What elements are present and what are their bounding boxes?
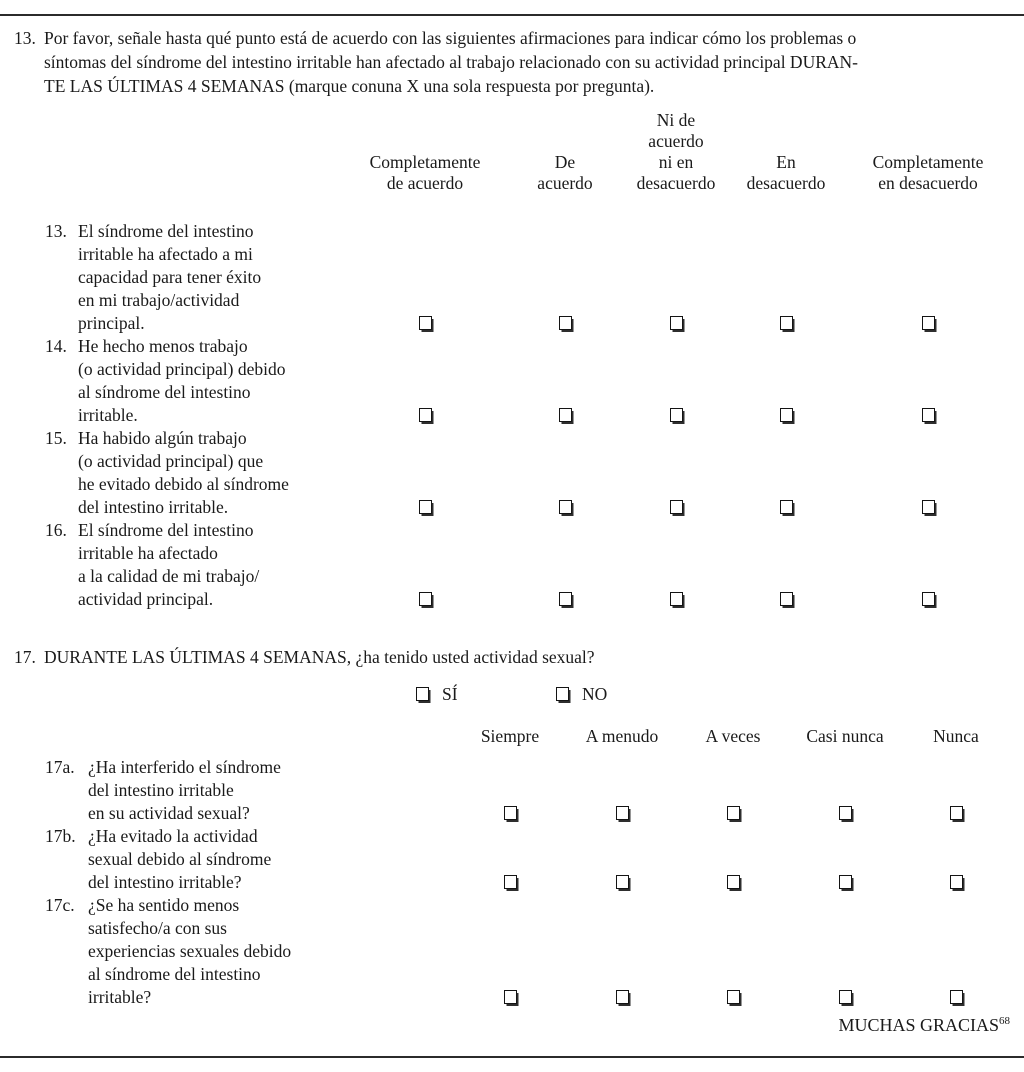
- checkbox-13-completamente-en-desacuerdo[interactable]: [922, 316, 935, 330]
- checkbox-15-ni-acuerdo-ni-desacuerdo[interactable]: [670, 500, 683, 514]
- checkbox-17a-nunca[interactable]: [950, 806, 963, 820]
- item-row-15: [0, 427, 1024, 519]
- item-14-number: 14.: [45, 336, 67, 356]
- q13-scale-header-row: [0, 110, 1024, 194]
- q13-scale-header-de-acuerdo: De acuerdo: [537, 152, 593, 193]
- item-17a-text: ¿Ha interferido el síndrome del intestino irritable en su actividad sexual?: [88, 757, 281, 823]
- yes-label: SÍ: [442, 684, 458, 704]
- checkbox-17a-casi-nunca[interactable]: [839, 806, 852, 820]
- item-row-17a: [0, 756, 1024, 825]
- no-checkbox[interactable]: [556, 687, 569, 701]
- checkbox-15-completamente-en-desacuerdo[interactable]: [922, 500, 935, 514]
- checkbox-17b-a-menudo[interactable]: [616, 875, 629, 889]
- page: [0, 14, 1024, 1072]
- checkbox-16-en-desacuerdo[interactable]: [780, 592, 793, 606]
- item-16-label: [0, 519, 356, 611]
- checkbox-16-completamente-de-acuerdo[interactable]: [419, 592, 432, 606]
- q17-yes-option: [416, 684, 458, 704]
- checkbox-16-de-acuerdo[interactable]: [559, 592, 572, 606]
- item-row-17c: [0, 894, 1024, 1009]
- item-17b-label: [0, 825, 454, 894]
- checkbox-15-completamente-de-acuerdo[interactable]: [419, 500, 432, 514]
- checkbox-14-completamente-en-desacuerdo[interactable]: [922, 408, 935, 422]
- q17-scale-header-nunca: Nunca: [933, 726, 979, 746]
- checkbox-17c-casi-nunca[interactable]: [839, 990, 852, 1004]
- item-17b-text: ¿Ha evitado la actividad sexual debido al síndrome del intestino irritable?: [88, 826, 272, 892]
- q17-no-option: [556, 684, 607, 704]
- q13-intro: [0, 26, 1024, 98]
- item-row-17b: [0, 825, 1024, 894]
- q13-intro-number: 13.: [14, 28, 36, 48]
- checkbox-17a-a-menudo[interactable]: [616, 806, 629, 820]
- checkbox-17a-a-veces[interactable]: [727, 806, 740, 820]
- item-14-text: He hecho menos trabajo (o actividad principal) debido al síndrome del intestino irritable.: [78, 336, 286, 425]
- thanks-reference: 68: [999, 1015, 1010, 1027]
- checkbox-14-de-acuerdo[interactable]: [559, 408, 572, 422]
- checkbox-13-de-acuerdo[interactable]: [559, 316, 572, 330]
- footer: [0, 1009, 1024, 1037]
- item-13-label: [0, 220, 356, 335]
- q13-scale-header-completamente-en-desacuerdo: Completamente en desacuerdo: [872, 152, 984, 193]
- checkbox-17c-nunca[interactable]: [950, 990, 963, 1004]
- item-17a-number: 17a.: [45, 757, 75, 777]
- no-label: NO: [581, 684, 608, 704]
- checkbox-15-en-desacuerdo[interactable]: [780, 500, 793, 514]
- checkbox-13-completamente-de-acuerdo[interactable]: [419, 316, 432, 330]
- item-13-number: 13.: [45, 221, 67, 241]
- q17-heading: [0, 645, 1024, 669]
- checkbox-17a-siempre[interactable]: [504, 806, 517, 820]
- checkbox-14-ni-acuerdo-ni-desacuerdo[interactable]: [670, 408, 683, 422]
- q13-intro-text: Por favor, señale hasta qué punto está de acuerdo con las siguientes afirmaciones para indicar cómo los problemas o síntomas del síndrome del intestino irritable han afectado al trabajo relacionado con su actividad principal DURAN- TE LAS ÚLTIMAS 4 SEMANAS (marque conuna X una sola respuesta por pregunta).: [44, 28, 858, 96]
- item-15-number: 15.: [45, 428, 67, 448]
- item-16-text: El síndrome del intestino irritable ha afectado a la calidad de mi trabajo/ actividad principal.: [78, 520, 260, 609]
- q17-number: 17.: [14, 647, 36, 667]
- checkbox-17c-a-veces[interactable]: [727, 990, 740, 1004]
- checkbox-17b-siempre[interactable]: [504, 875, 517, 889]
- q13-scale-header-ni-de-acuerdo-ni-en-desacuerdo: Ni de acuerdo ni en desacuerdo: [636, 110, 716, 193]
- checkbox-14-en-desacuerdo[interactable]: [780, 408, 793, 422]
- thanks-text: MUCHAS GRACIAS: [838, 1015, 999, 1035]
- item-row-13: [0, 220, 1024, 335]
- q13-item-rows: [0, 220, 1024, 611]
- q13-scale-header-en-desacuerdo: En desacuerdo: [746, 152, 826, 193]
- item-15-text: Ha habido algún trabajo (o actividad principal) que he evitado debido al síndrome del intestino irritable.: [78, 428, 289, 517]
- item-17a-label: [0, 756, 454, 825]
- top-rule: [0, 14, 1024, 16]
- q17-scale-header-row: [0, 725, 1024, 747]
- checkbox-17c-siempre[interactable]: [504, 990, 517, 1004]
- checkbox-17b-casi-nunca[interactable]: [839, 875, 852, 889]
- item-row-16: [0, 519, 1024, 611]
- checkbox-13-ni-acuerdo-ni-desacuerdo[interactable]: [670, 316, 683, 330]
- q17-scale-header-siempre: Siempre: [480, 726, 540, 746]
- item-13-text: El síndrome del intestino irritable ha afectado a mi capacidad para tener éxito en mi trabajo/actividad principal.: [78, 221, 262, 333]
- checkbox-17b-nunca[interactable]: [950, 875, 963, 889]
- q17-scale-header-a-menudo: A menudo: [585, 726, 659, 746]
- q17-yes-no-row: [0, 684, 1024, 705]
- checkbox-14-completamente-de-acuerdo[interactable]: [419, 408, 432, 422]
- item-17c-text: ¿Se ha sentido menos satisfecho/a con sus experiencias sexuales debido al síndrome del intestino irritable?: [88, 895, 292, 1007]
- q13-scale-header-completamente-de-acuerdo: Completamente de acuerdo: [369, 152, 481, 193]
- q17-text: DURANTE LAS ÚLTIMAS 4 SEMANAS, ¿ha tenido usted actividad sexual?: [44, 647, 595, 667]
- item-16-number: 16.: [45, 520, 67, 540]
- checkbox-16-ni-acuerdo-ni-desacuerdo[interactable]: [670, 592, 683, 606]
- checkbox-15-de-acuerdo[interactable]: [559, 500, 572, 514]
- item-17c-number: 17c.: [45, 895, 75, 915]
- item-15-label: [0, 427, 356, 519]
- checkbox-17c-a-menudo[interactable]: [616, 990, 629, 1004]
- yes-checkbox[interactable]: [416, 687, 429, 701]
- checkbox-13-en-desacuerdo[interactable]: [780, 316, 793, 330]
- q17-scale-header-a-veces: A veces: [705, 726, 761, 746]
- item-17b-number: 17b.: [45, 826, 76, 846]
- item-17c-label: [0, 894, 454, 1009]
- checkbox-16-completamente-en-desacuerdo[interactable]: [922, 592, 935, 606]
- q17-item-rows: [0, 756, 1024, 1009]
- checkbox-17b-a-veces[interactable]: [727, 875, 740, 889]
- item-row-14: [0, 335, 1024, 427]
- q17-scale-header-casi-nunca: Casi nunca: [806, 726, 884, 746]
- item-14-label: [0, 335, 356, 427]
